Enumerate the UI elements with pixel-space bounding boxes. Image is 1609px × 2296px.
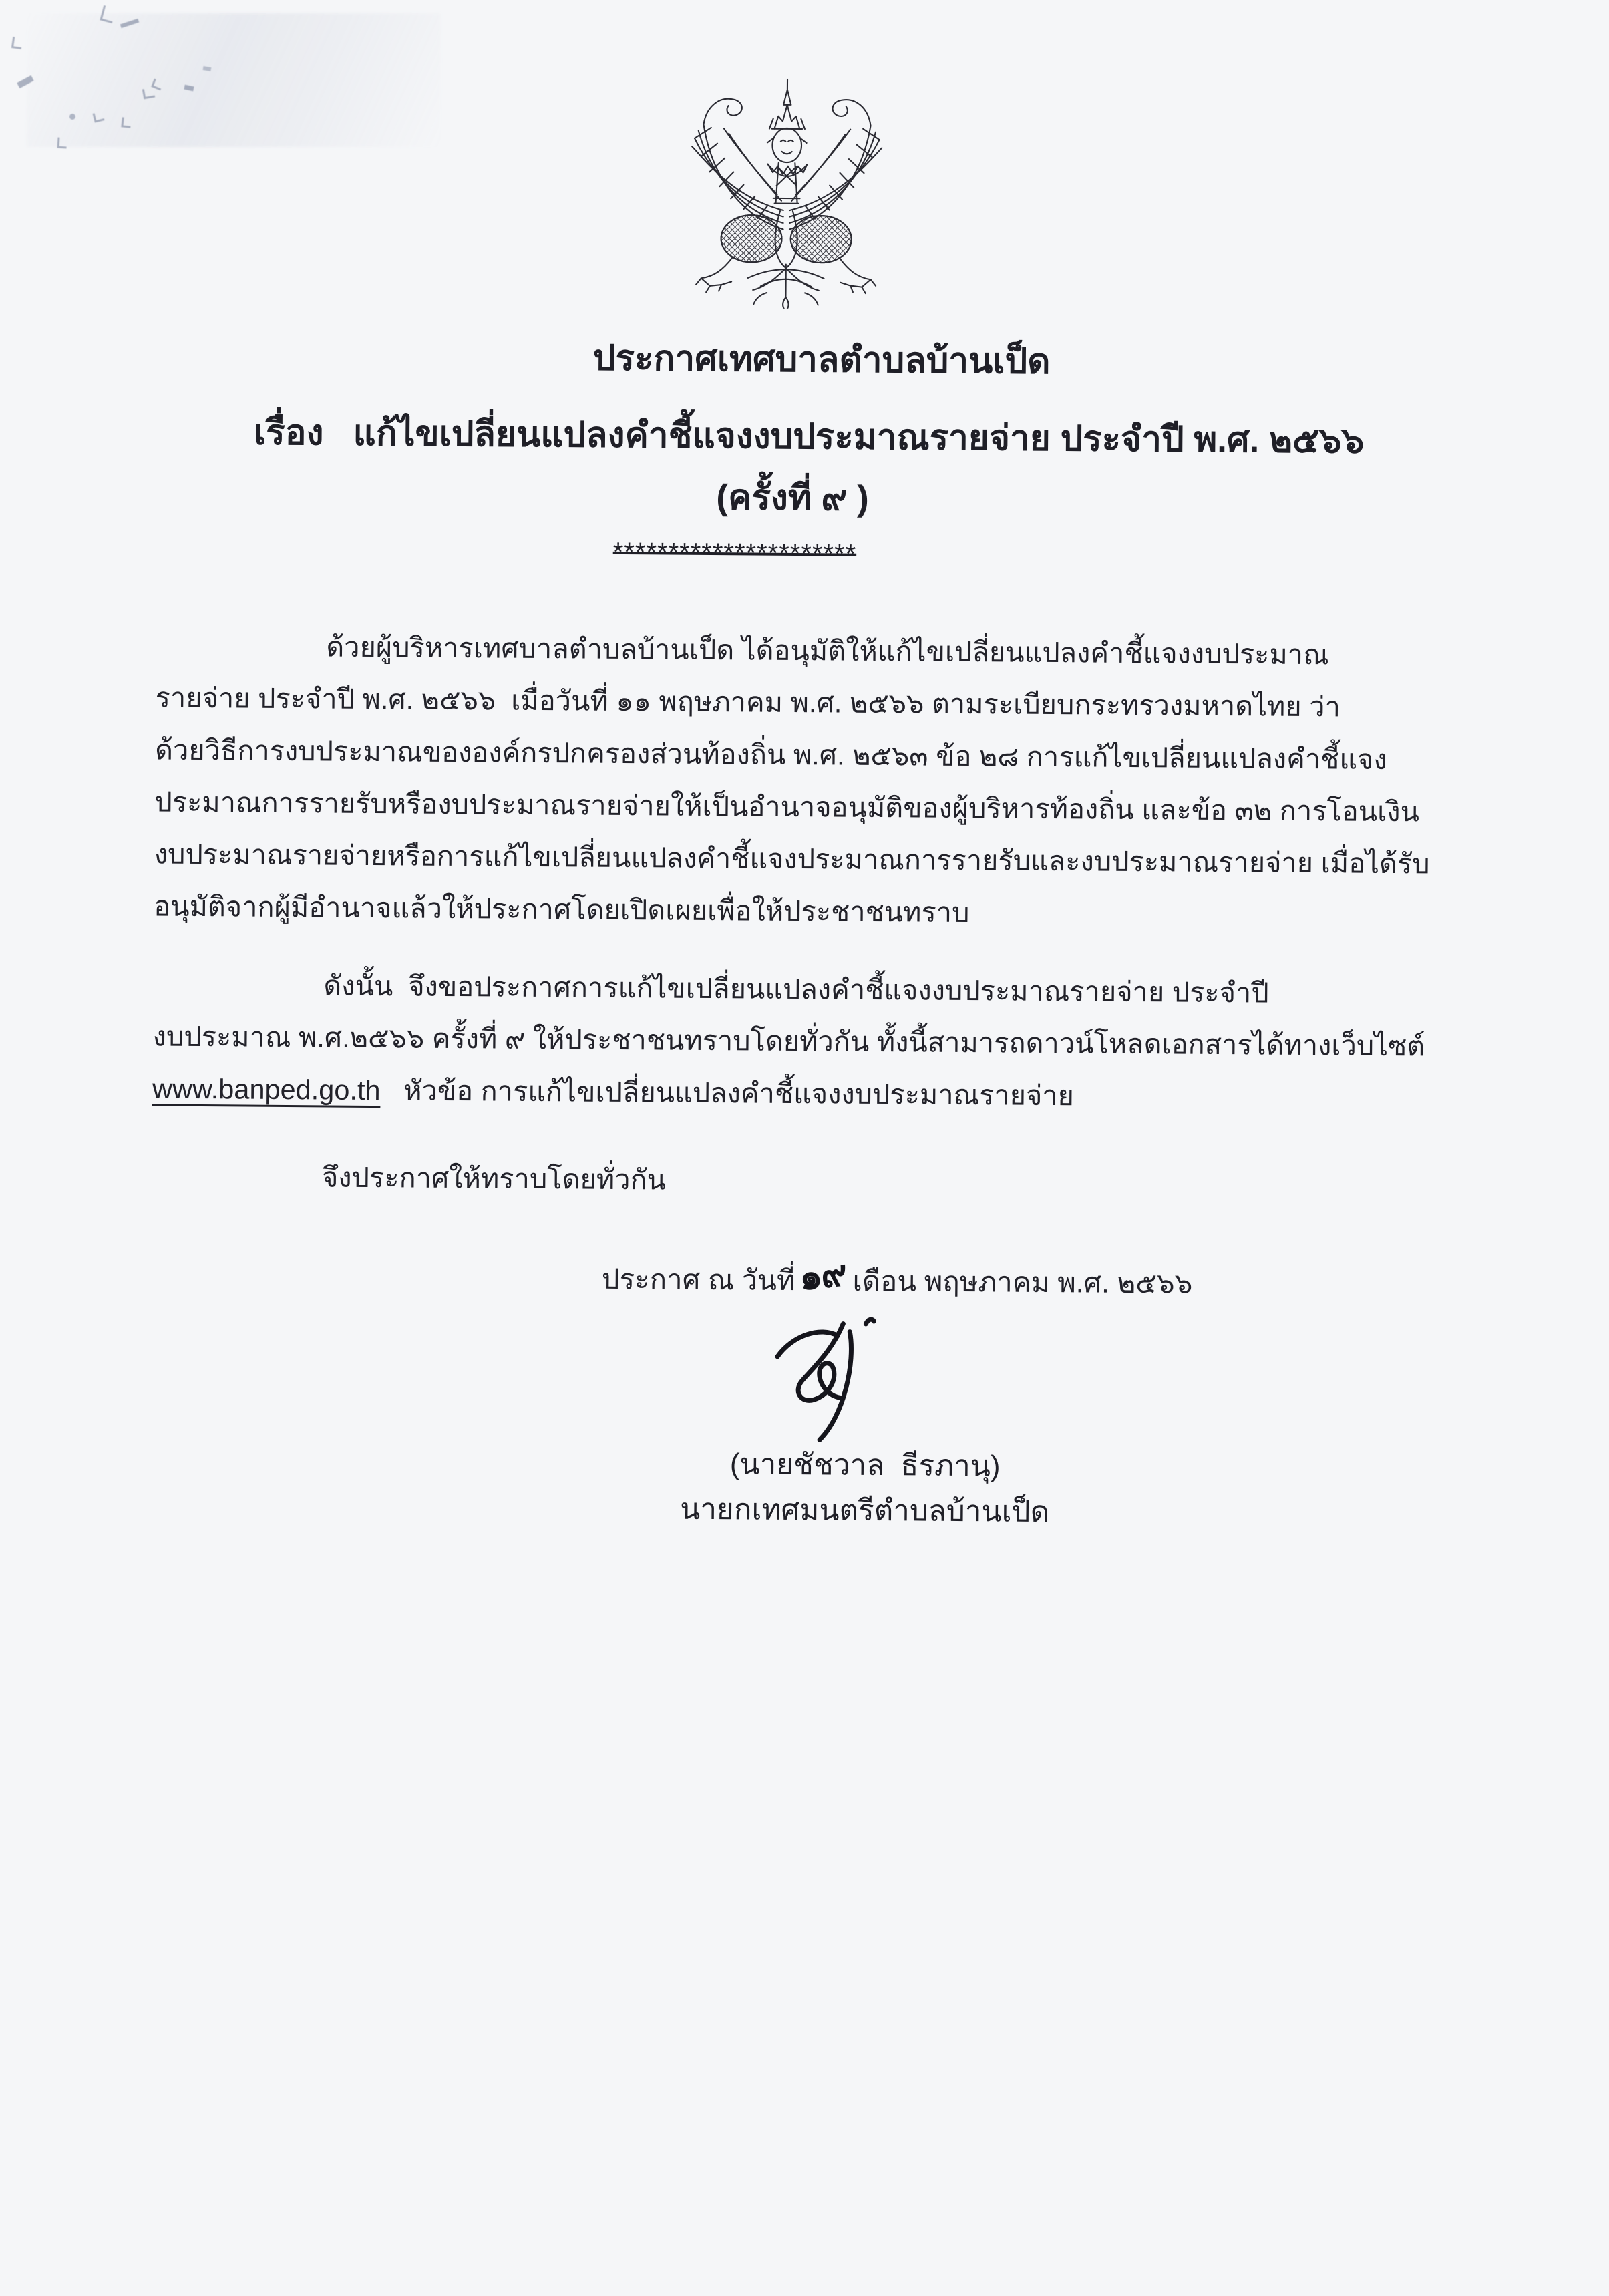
handwritten-signature-icon [738,1308,960,1447]
garuda-emblem-icon [668,67,905,310]
body-text-line: ด้วยวิธีการงบประมาณขององค์กรปกครองส่วนท้องถิ่น พ.ศ. ๒๕๖๓ ข้อ ๒๘ การแก้ไขเปลี่ยนแปลงคำชี้แจง [154,733,1387,775]
handwritten-day-number: ๑๙ [797,1253,848,1299]
website-line [152,1062,1461,1124]
body-text-line: งบประมาณรายจ่ายหรือการแก้ไขเปลี่ยนแปลงคำชี้แจงประมาณการรายรับและงบประมาณรายจ่าย เมื่อได้รับ [154,838,1430,880]
website-line-rest: หัวข้อ การแก้ไขเปลี่ยนแปลงคำชี้แจงงบประมาณรายจ่าย [380,1074,1075,1112]
body-text-line: อนุมัติจากผู้มีอำนาจแล้วให้ประกาศโดยเปิดเผยเพื่อให้ประชาชนทราบ [154,890,970,929]
closing-paragraph [152,1150,1460,1212]
page-title: ประกาศเทศบาลตำบลบ้านเป็ด [592,338,1051,381]
subject-line: เรื่อง แก้ไขเปลี่ยนแปลงคำชี้แจงงบประมาณรายจ่าย ประจำปี พ.ศ. ๒๕๖๖ [253,412,1365,461]
website-url: www.banped.go.th [152,1072,381,1106]
paragraph-1 [154,619,1464,942]
round-line: (ครั้งที่ ๙ ) [716,478,869,518]
date-prefix: ประกาศ ณ วันที่ [601,1263,795,1297]
paragraph-2 [152,958,1461,1124]
announcement-date-line [151,1243,1609,1315]
signer-name: (นายชัชวาล ธีรภานุ) [729,1448,1001,1483]
closing-text: จึงประกาศให้ทราบโดยทั่วกัน [321,1161,667,1196]
body-text-line: ด้วยผู้บริหารเทศบาลตำบลบ้านเป็ด ได้อนุมัติให้แก้ไขเปลี่ยนแปลงคำชี้แจงงบประมาณ [326,631,1329,671]
body-text-line: รายจ่าย ประจำปี พ.ศ. ๒๕๖๖ เมื่อวันที่ ๑๑ พฤษภาคม พ.ศ. ๒๕๖๖ ตามระเบียบกระทรวงมหาดไทย ว่า [155,681,1341,723]
signer-title: นายกเทศมนตรีตำบลบ้านเป็ด [680,1492,1050,1529]
date-suffix: เดือน พฤษภาคม พ.ศ. ๒๕๖๖ [852,1265,1193,1299]
body-text-line: งบประมาณ พ.ศ.๒๕๖๖ ครั้งที่ ๙ ให้ประชาชนทราบโดยทั่วกัน ทั้งนี้สามารถดาวน์โหลดเอกสารได้ทางเว็บไซต์ [152,1020,1425,1062]
body-text-line: ประมาณการรายรับหรืองบประมาณรายจ่ายให้เป็นอำนาจอนุมัติของผู้บริหารท้องถิ่น และข้อ ๓๒ การโอนเงิน [154,786,1420,828]
asterisk-divider: ********************** [612,537,857,569]
document-header [3,0,1609,569]
body-text-line: ดังนั้น จึงขอประกาศการแก้ไขเปลี่ยนแปลงคำชี้แจงงบประมาณรายจ่าย ประจำปี [323,969,1269,1009]
